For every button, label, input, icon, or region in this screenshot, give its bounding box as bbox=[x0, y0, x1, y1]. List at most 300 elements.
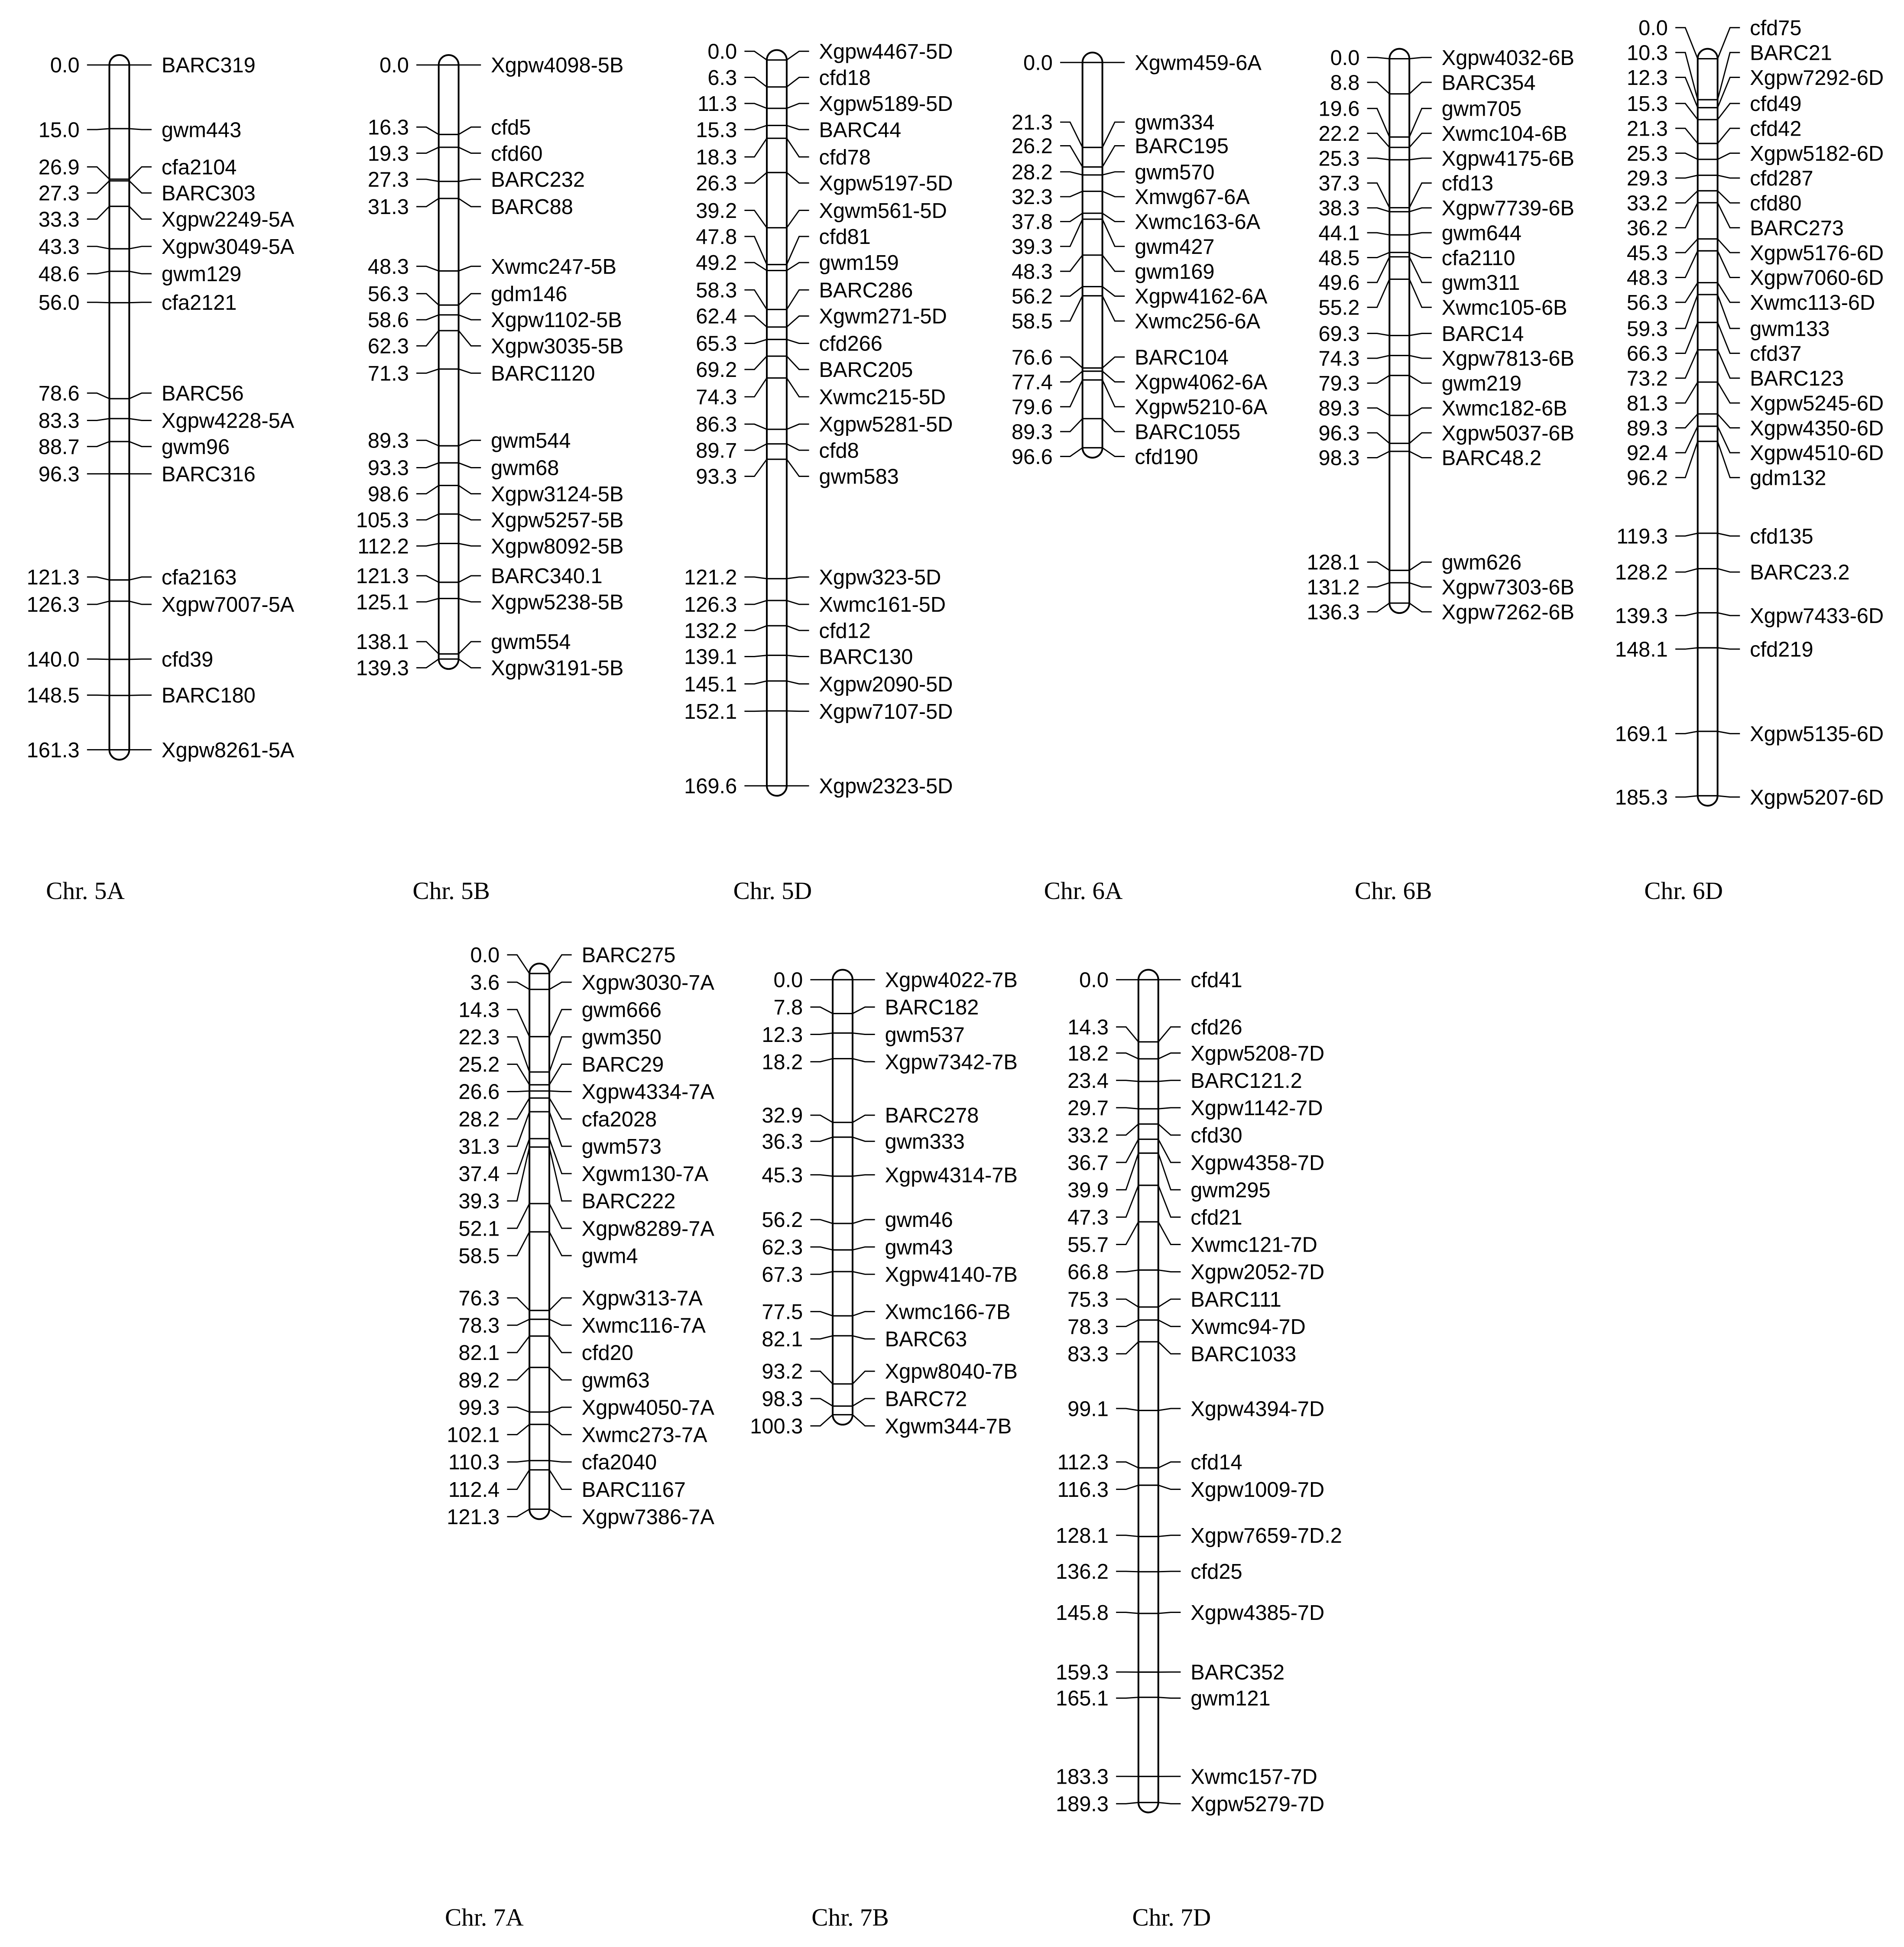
chromosome-bar bbox=[1698, 49, 1718, 806]
right-connector bbox=[129, 419, 152, 420]
left-connector bbox=[1675, 203, 1698, 228]
right-connector bbox=[853, 1311, 875, 1316]
marker-position: 48.3 bbox=[367, 255, 409, 279]
marker-name: gwm4 bbox=[581, 1244, 638, 1268]
right-connector bbox=[1718, 648, 1740, 649]
right-connector bbox=[1103, 357, 1125, 368]
marker bbox=[368, 195, 573, 219]
left-connector bbox=[1367, 82, 1390, 94]
marker-position: 128.1 bbox=[1307, 551, 1360, 574]
marker-name: Xgpw7303-6B bbox=[1441, 576, 1575, 600]
marker-position: 110.3 bbox=[448, 1451, 500, 1474]
marker-name: gwm443 bbox=[161, 118, 242, 142]
right-connector bbox=[459, 659, 481, 668]
marker bbox=[458, 1287, 703, 1311]
marker-position: 58.5 bbox=[458, 1244, 500, 1268]
left-connector bbox=[810, 1336, 833, 1339]
marker-position: 169.6 bbox=[684, 775, 737, 798]
right-connector bbox=[1718, 203, 1740, 228]
marker-name: Xgpw5238-5B bbox=[491, 591, 624, 614]
right-connector bbox=[459, 576, 481, 582]
marker-name: Xgpw7292-6D bbox=[1750, 66, 1884, 90]
right-connector bbox=[549, 1460, 572, 1462]
marker bbox=[448, 1470, 686, 1502]
marker-position: 29.7 bbox=[1067, 1097, 1109, 1120]
marker-name: Xgpw7107-5D bbox=[819, 700, 953, 724]
right-connector bbox=[1718, 251, 1740, 277]
marker bbox=[762, 1263, 1017, 1286]
marker-name: gwm544 bbox=[491, 429, 571, 453]
marker-position: 22.2 bbox=[1318, 122, 1360, 146]
right-connector bbox=[459, 463, 481, 467]
marker bbox=[1067, 1097, 1323, 1120]
right-connector bbox=[1158, 1342, 1181, 1354]
marker-name: BARC44 bbox=[819, 118, 902, 142]
marker-name: Xgpw7342-7B bbox=[885, 1050, 1018, 1074]
marker bbox=[356, 630, 571, 654]
marker-name: Xgpw4510-6D bbox=[1750, 441, 1884, 465]
marker-position: 82.1 bbox=[458, 1341, 500, 1365]
marker-position: 73.2 bbox=[1627, 367, 1668, 391]
marker bbox=[1079, 969, 1242, 992]
marker-name: BARC1167 bbox=[581, 1478, 686, 1502]
right-connector bbox=[1718, 569, 1740, 572]
left-connector bbox=[87, 247, 110, 249]
left-connector bbox=[1675, 251, 1698, 277]
marker-position: 69.2 bbox=[696, 358, 737, 382]
marker bbox=[762, 1130, 964, 1154]
left-connector bbox=[416, 147, 439, 153]
left-connector bbox=[1675, 153, 1698, 159]
marker-name: Xgpw3124-5B bbox=[491, 482, 624, 506]
left-connector bbox=[416, 543, 439, 546]
left-connector bbox=[744, 126, 767, 130]
marker bbox=[1615, 786, 1884, 809]
marker-position: 119.3 bbox=[1616, 525, 1668, 548]
marker-position: 22.3 bbox=[458, 1025, 500, 1049]
marker-name: BARC205 bbox=[819, 358, 913, 382]
right-connector bbox=[1103, 419, 1125, 432]
chromosome-caption: Chr. 5A bbox=[46, 877, 125, 905]
marker-position: 36.2 bbox=[1627, 216, 1668, 240]
marker bbox=[1056, 1524, 1342, 1548]
chromosome-5a bbox=[27, 54, 295, 905]
marker bbox=[773, 996, 979, 1019]
chromosome-bar bbox=[767, 50, 787, 795]
marker-name: Xgpw4385-7D bbox=[1190, 1601, 1325, 1625]
marker-name: Xwmc105-6B bbox=[1441, 296, 1567, 320]
marker-position: 131.2 bbox=[1307, 576, 1360, 600]
left-connector bbox=[416, 315, 439, 320]
left-connector bbox=[810, 1371, 833, 1384]
marker-position: 81.3 bbox=[1627, 392, 1668, 415]
marker bbox=[762, 1164, 1017, 1187]
marker-position: 102.1 bbox=[447, 1423, 500, 1447]
right-connector bbox=[549, 1407, 572, 1412]
right-connector bbox=[1158, 1270, 1181, 1272]
right-connector bbox=[129, 206, 152, 219]
marker bbox=[1319, 447, 1542, 470]
right-connector bbox=[787, 356, 809, 370]
marker-name: gwm334 bbox=[1135, 111, 1215, 135]
marker-position: 86.3 bbox=[696, 413, 737, 437]
left-connector bbox=[507, 1460, 529, 1462]
marker-name: cfa2040 bbox=[581, 1451, 657, 1474]
right-connector bbox=[1409, 58, 1432, 59]
left-connector bbox=[416, 179, 439, 182]
left-connector bbox=[87, 181, 110, 193]
marker-position: 96.2 bbox=[1627, 466, 1668, 490]
marker bbox=[696, 305, 947, 328]
marker-position: 59.3 bbox=[1627, 317, 1668, 341]
left-connector bbox=[507, 1319, 529, 1325]
marker bbox=[39, 263, 241, 286]
left-connector bbox=[87, 167, 110, 179]
marker-name: Xwmc247-5B bbox=[491, 255, 617, 279]
right-connector bbox=[787, 78, 809, 87]
marker-position: 7.8 bbox=[773, 996, 803, 1019]
marker-name: BARC1033 bbox=[1190, 1343, 1297, 1366]
marker-position: 10.3 bbox=[1627, 41, 1668, 65]
right-connector bbox=[1103, 296, 1125, 321]
right-connector bbox=[1718, 191, 1740, 203]
marker-position: 79.3 bbox=[1318, 372, 1360, 396]
left-connector bbox=[1675, 28, 1698, 59]
marker-name: gwm121 bbox=[1190, 1687, 1271, 1710]
marker-position: 161.3 bbox=[26, 738, 80, 762]
right-connector bbox=[853, 1033, 875, 1034]
left-connector bbox=[1367, 603, 1390, 612]
marker bbox=[1067, 1288, 1281, 1311]
chromosome-7a bbox=[445, 944, 714, 1931]
marker bbox=[1023, 51, 1262, 75]
marker bbox=[762, 1051, 1017, 1074]
marker-name: Xgpw5245-6D bbox=[1750, 392, 1884, 415]
left-connector bbox=[416, 294, 439, 305]
left-connector bbox=[1060, 419, 1083, 432]
right-connector bbox=[787, 600, 809, 604]
left-connector bbox=[507, 1298, 529, 1311]
right-connector bbox=[549, 1336, 572, 1353]
left-connector bbox=[87, 577, 110, 580]
marker-position: 31.3 bbox=[367, 195, 409, 219]
marker bbox=[1319, 247, 1515, 270]
marker bbox=[696, 413, 953, 436]
left-connector bbox=[1675, 322, 1698, 353]
marker-position: 27.3 bbox=[38, 182, 80, 205]
marker bbox=[1067, 1315, 1306, 1339]
right-connector bbox=[549, 1367, 572, 1380]
right-connector bbox=[1409, 233, 1432, 235]
marker bbox=[1067, 1397, 1324, 1421]
right-connector bbox=[1158, 1462, 1181, 1468]
left-connector bbox=[507, 1009, 529, 1037]
right-connector bbox=[787, 378, 809, 396]
marker-name: BARC352 bbox=[1190, 1661, 1285, 1684]
marker-position: 93.3 bbox=[696, 465, 737, 489]
marker-position: 96.3 bbox=[38, 462, 80, 486]
marker-position: 15.3 bbox=[696, 118, 737, 142]
left-connector bbox=[1367, 433, 1390, 443]
marker bbox=[447, 1506, 714, 1529]
marker-position: 128.1 bbox=[1055, 1524, 1109, 1548]
right-connector bbox=[787, 126, 809, 130]
left-connector bbox=[1060, 380, 1083, 407]
marker-name: Xgpw8040-7B bbox=[885, 1360, 1018, 1384]
marker bbox=[368, 282, 567, 306]
marker-position: 0.0 bbox=[707, 40, 737, 64]
marker-position: 21.3 bbox=[1627, 117, 1668, 141]
right-connector bbox=[1409, 433, 1432, 443]
marker bbox=[762, 1387, 967, 1411]
marker-name: Xmwg67-6A bbox=[1135, 185, 1250, 209]
marker-name: Xwmc163-6A bbox=[1135, 210, 1261, 234]
marker-position: 36.7 bbox=[1067, 1151, 1109, 1175]
marker-name: gdm132 bbox=[1750, 466, 1826, 490]
marker-name: gwm350 bbox=[581, 1025, 662, 1049]
marker-name: cfd12 bbox=[819, 619, 871, 643]
right-connector bbox=[1718, 153, 1740, 159]
marker-name: Xgpw7739-6B bbox=[1441, 197, 1575, 221]
marker-position: 74.3 bbox=[1318, 347, 1360, 371]
left-connector bbox=[87, 393, 110, 399]
marker-name: gwm583 bbox=[819, 465, 899, 489]
left-connector bbox=[744, 339, 767, 343]
marker-name: Xgwm459-6A bbox=[1135, 51, 1262, 75]
marker bbox=[697, 92, 953, 116]
marker-name: gwm295 bbox=[1190, 1178, 1271, 1202]
marker-position: 44.1 bbox=[1318, 221, 1360, 245]
marker-name: cfd8 bbox=[819, 439, 859, 463]
left-connector bbox=[87, 271, 110, 274]
left-connector bbox=[507, 1470, 529, 1489]
left-connector bbox=[1060, 287, 1083, 296]
left-connector bbox=[1060, 219, 1083, 247]
marker-name: Xgpw5279-7D bbox=[1190, 1792, 1325, 1816]
marker-name: BARC222 bbox=[581, 1190, 676, 1214]
marker-position: 159.3 bbox=[1055, 1661, 1109, 1684]
marker-position: 58.5 bbox=[1011, 310, 1053, 334]
marker bbox=[1012, 185, 1250, 209]
left-connector bbox=[1116, 1222, 1139, 1244]
right-connector bbox=[1103, 213, 1125, 221]
marker bbox=[1627, 142, 1884, 165]
marker-name: BARC130 bbox=[819, 645, 913, 669]
marker-position: 58.3 bbox=[696, 279, 737, 302]
left-connector bbox=[1116, 1124, 1139, 1135]
left-connector bbox=[416, 659, 439, 668]
marker-position: 47.3 bbox=[1067, 1206, 1109, 1230]
marker-name: Xwmc104-6B bbox=[1441, 122, 1567, 146]
marker-name: Xgpw7813-6B bbox=[1441, 347, 1575, 371]
left-connector bbox=[1116, 1342, 1139, 1354]
marker-name: Xwmc121-7D bbox=[1190, 1233, 1317, 1257]
marker-name: Xgpw4098-5B bbox=[491, 54, 624, 78]
marker bbox=[707, 66, 870, 90]
marker-name: gdm146 bbox=[491, 282, 568, 306]
marker-name: Xgpw5281-5D bbox=[819, 413, 953, 437]
marker bbox=[1056, 1661, 1284, 1684]
marker-name: cfd14 bbox=[1190, 1451, 1242, 1474]
marker bbox=[447, 1424, 707, 1447]
marker-position: 136.2 bbox=[1055, 1560, 1109, 1584]
left-connector bbox=[744, 655, 767, 657]
right-connector bbox=[853, 1007, 875, 1013]
right-connector bbox=[1158, 1299, 1181, 1307]
marker-name: cfd13 bbox=[1441, 172, 1494, 195]
marker-position: 88.7 bbox=[38, 435, 80, 459]
left-connector bbox=[810, 1115, 833, 1123]
left-connector bbox=[744, 577, 767, 579]
marker-name: Xgpw1142-7D bbox=[1190, 1097, 1323, 1120]
right-connector bbox=[1158, 1320, 1181, 1327]
left-connector bbox=[1675, 104, 1698, 120]
marker-name: Xgpw5176-6D bbox=[1750, 241, 1884, 265]
right-connector bbox=[459, 486, 481, 494]
right-connector bbox=[853, 1336, 875, 1339]
marker-position: 0.0 bbox=[773, 968, 803, 992]
marker-name: cfa2104 bbox=[161, 156, 237, 179]
marker bbox=[762, 1104, 979, 1127]
marker-position: 45.3 bbox=[1627, 241, 1668, 265]
marker bbox=[1056, 1601, 1324, 1625]
left-connector bbox=[1367, 257, 1390, 282]
marker-name: gwm705 bbox=[1441, 97, 1522, 121]
left-connector bbox=[1675, 52, 1698, 100]
right-connector bbox=[549, 1064, 572, 1084]
marker-name: gwm133 bbox=[1750, 317, 1830, 341]
marker bbox=[1307, 576, 1574, 599]
marker-position: 139.3 bbox=[1615, 604, 1668, 628]
right-connector bbox=[1103, 191, 1125, 197]
right-connector bbox=[549, 1009, 572, 1037]
chromosome-caption: Chr. 7D bbox=[1132, 1904, 1211, 1931]
marker bbox=[27, 684, 256, 707]
left-connector bbox=[1116, 1535, 1139, 1537]
marker bbox=[1615, 561, 1850, 584]
left-connector bbox=[1116, 1139, 1139, 1163]
marker-name: Xgpw4350-6D bbox=[1750, 416, 1884, 440]
marker-name: BARC88 bbox=[491, 195, 573, 219]
right-connector bbox=[853, 1371, 875, 1384]
chromosome-caption: Chr. 7B bbox=[811, 1904, 889, 1931]
marker-name: BARC29 bbox=[581, 1053, 664, 1077]
marker bbox=[1319, 147, 1574, 170]
left-connector bbox=[810, 1399, 833, 1406]
left-connector bbox=[1116, 1320, 1139, 1327]
marker-position: 27.3 bbox=[367, 168, 409, 192]
marker-position: 62.3 bbox=[367, 334, 409, 358]
marker-position: 126.3 bbox=[26, 593, 80, 617]
right-connector bbox=[1409, 158, 1432, 160]
marker bbox=[1627, 239, 1884, 265]
marker bbox=[762, 1023, 964, 1047]
marker-name: Xgpw2249-5A bbox=[161, 208, 295, 231]
left-connector bbox=[810, 1033, 833, 1034]
marker bbox=[39, 156, 237, 179]
right-connector bbox=[459, 315, 481, 320]
marker bbox=[39, 118, 241, 142]
marker-position: 47.8 bbox=[696, 225, 737, 249]
marker-name: Xgpw5207-6D bbox=[1750, 785, 1884, 809]
right-connector bbox=[787, 316, 809, 327]
marker-position: 89.3 bbox=[1011, 420, 1053, 444]
marker-position: 89.3 bbox=[1318, 396, 1360, 420]
left-connector bbox=[744, 290, 767, 309]
right-connector bbox=[1158, 1139, 1181, 1163]
marker-position: 67.3 bbox=[762, 1263, 803, 1287]
marker-position: 39.2 bbox=[696, 199, 737, 223]
marker-name: Xwmc161-5D bbox=[819, 593, 946, 617]
marker-position: 99.1 bbox=[1067, 1397, 1109, 1421]
marker-position: 49.2 bbox=[696, 251, 737, 275]
marker-position: 98.6 bbox=[367, 482, 409, 506]
marker bbox=[448, 1451, 657, 1474]
right-connector bbox=[787, 577, 809, 579]
marker bbox=[1012, 346, 1229, 369]
right-connector bbox=[1718, 282, 1740, 302]
marker-name: Xgpw2323-5D bbox=[819, 775, 953, 798]
marker-position: 76.3 bbox=[458, 1286, 500, 1310]
chromosome-caption: Chr. 6B bbox=[1354, 877, 1432, 905]
marker bbox=[1012, 371, 1268, 394]
marker-position: 56.0 bbox=[38, 291, 80, 315]
chromosome-5b bbox=[356, 54, 624, 905]
marker-position: 48.3 bbox=[1627, 266, 1668, 290]
marker-name: Xgpw4022-7B bbox=[885, 968, 1018, 992]
left-connector bbox=[1367, 451, 1390, 458]
left-connector bbox=[1367, 334, 1390, 336]
marker-position: 36.3 bbox=[762, 1130, 803, 1154]
marker-name: gwm626 bbox=[1441, 551, 1522, 574]
left-connector bbox=[744, 263, 767, 270]
marker-position: 183.3 bbox=[1055, 1765, 1109, 1789]
marker-position: 26.2 bbox=[1011, 134, 1053, 158]
left-connector bbox=[416, 266, 439, 271]
right-connector bbox=[1158, 1153, 1181, 1190]
marker-position: 96.3 bbox=[1318, 422, 1360, 445]
marker-name: Xgpw7659-7D.2 bbox=[1190, 1524, 1342, 1548]
left-connector bbox=[744, 459, 767, 476]
right-connector bbox=[1158, 1027, 1181, 1042]
left-connector bbox=[1367, 158, 1390, 160]
right-connector bbox=[549, 1232, 572, 1256]
marker-name: Xgpw7060-6D bbox=[1750, 266, 1884, 290]
marker-name: cfd20 bbox=[581, 1341, 633, 1365]
marker-name: Xgpw1009-7D bbox=[1190, 1478, 1325, 1502]
right-connector bbox=[1409, 257, 1432, 282]
marker-name: Xwmc273-7A bbox=[581, 1423, 707, 1447]
right-connector bbox=[1718, 441, 1740, 478]
marker bbox=[762, 1360, 1017, 1384]
marker-position: 12.3 bbox=[1627, 66, 1668, 90]
marker bbox=[27, 593, 295, 617]
left-connector bbox=[416, 486, 439, 494]
marker-name: cfd75 bbox=[1750, 16, 1802, 40]
marker bbox=[1319, 347, 1574, 370]
marker-name: Xgpw3030-7A bbox=[581, 971, 714, 995]
right-connector bbox=[853, 1059, 875, 1062]
marker bbox=[39, 409, 295, 433]
marker bbox=[1330, 71, 1536, 94]
left-connector bbox=[810, 1272, 833, 1274]
left-connector bbox=[1060, 371, 1083, 382]
marker-position: 83.3 bbox=[38, 409, 80, 433]
right-connector bbox=[1718, 731, 1740, 733]
marker-position: 12.3 bbox=[762, 1023, 803, 1047]
marker-name: BARC104 bbox=[1135, 346, 1229, 370]
left-connector bbox=[744, 172, 767, 183]
